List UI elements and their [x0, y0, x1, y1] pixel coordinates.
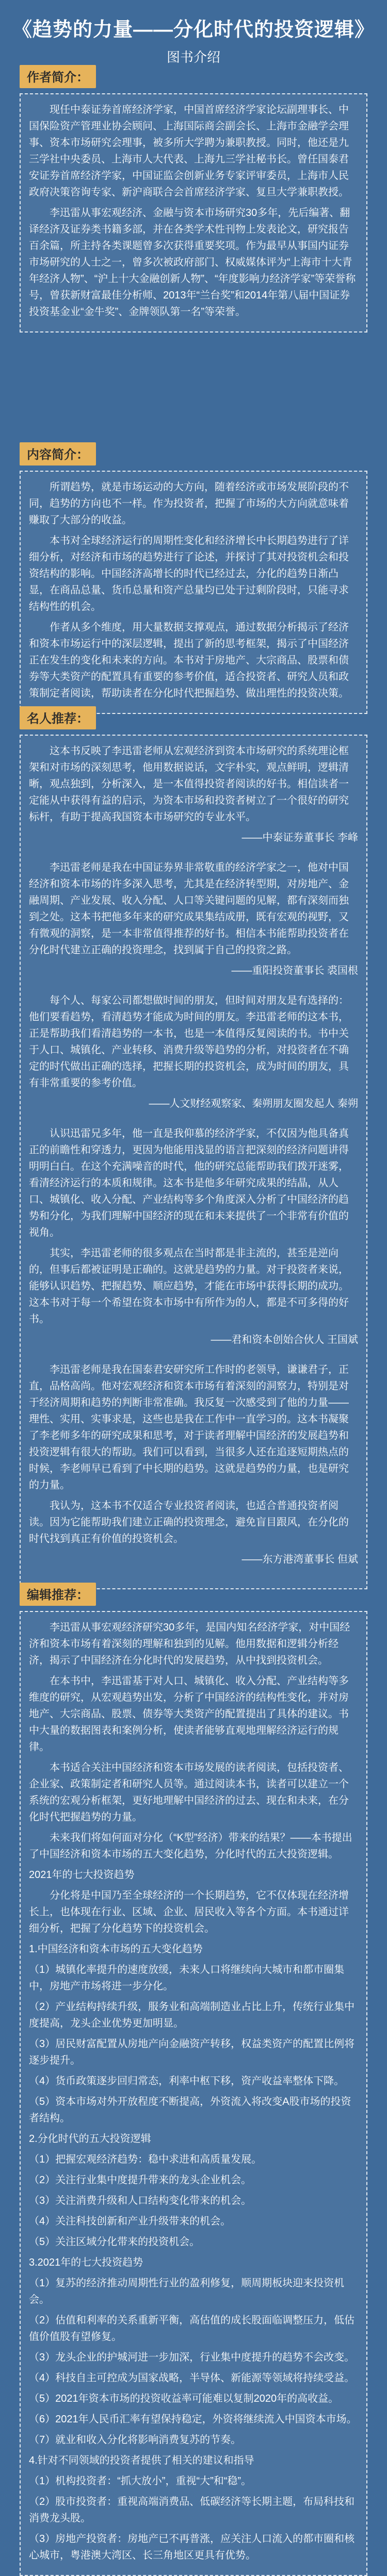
- editor-list-item: （1）城镇化率提升的速度放缓，未来人口将继续向大城市和都市圈集中，房地产市场将进一步分化。: [29, 1964, 345, 1992]
- author-paragraph: 现任中泰证券首席经济学家，中国首席经济学家论坛副理事长、中国保险资产管理业协会顾问、上海国际商会副会长、上海市金融学会理事、资本市场研究会理事，被多所大学聘为兼职教授。同时，他还是九三学社中央委员、上海市人大代表、上海九三学社秘书长。曾任国泰君安证券首席经济学家，中国证监会创新业务专家评审委员，上海市人民政府决策咨询专家、新沪商联合会首席经济学家、复旦大学兼职教授。: [29, 104, 349, 198]
- editor-paragraph: 分化将是中国乃至全球经济的一个长期趋势，它不仅体现在经济增长上，也体现在行业、区域、企业、居民收入等各个方面。本书通过详细分析，把握了分化趋势下的投资机会。: [29, 1890, 349, 1934]
- editor-heading: 4.针对不同领域的投资者提供了相关的建议和指导: [29, 2455, 254, 2466]
- editor-list-item: （6）2021年人民币汇率有望保持稳定，外资将继续流入中国资本市场。: [29, 2414, 357, 2425]
- editor-box: [20, 1611, 367, 2576]
- editor-list-item: （2）产业结构持续升级，服务业和高端制造业占比上升，传统行业集中度提高，龙头企业优势更加明显。: [29, 2001, 355, 2029]
- editor-list-item: （1）把握宏观经济趋势：稳中求进和高质量发展。: [29, 2154, 262, 2165]
- famous-label: 名人推荐：: [20, 706, 96, 729]
- editor-paragraph: 李迅雷从事宏观经济研究30多年，是国内知名经济学家，对中国经济和资本市场有着深刻的理解和独到的见解。他用数据和逻辑分析经济，揭示了中国经济在分化时代的发展趋势，从中找到投资机会。: [29, 1622, 350, 1666]
- famous-paragraph: 这本书反映了李迅雷老师从宏观经济到资本市场研究的系统理论框架和对市场的深刻思考，他用数据说话，文字朴实，观点鲜明，逻辑清晰，观点独到，分析深入，是一本值得投资者阅读的好书。相信读者一定能从中获得有益的启示，为资本市场和投资者树立了一个很好的研究标杆，有助于提高我国资本市场研究的专业水平。: [29, 745, 349, 823]
- editor-list-item: （4）科技自主可控成为国家战略，半导体、新能源等领域将持续受益。: [29, 2372, 355, 2384]
- page-subtitle: 图书介绍: [166, 49, 220, 65]
- famous-section: [20, 706, 367, 1589]
- famous-paragraph: 其实，李迅雷老师的很多观点在当时都是非主流的，甚至是逆向的，但事后都被证明是正确的。这就是趋势的力量。对于投资者来说，能够认识趋势、把握趋势、顺应趋势，才能在市场中获得长期的成功。这本书对于每一个希望在资本市场中有所作为的人，都是不可多得的好书。: [29, 1248, 349, 1325]
- author-paragraph: 李迅雷从事宏观经济、金融与资本市场研究30多年，先后编著、翻译经济及证券类书籍多部，并在各类学术性刊物上发表论文，研究报告百余篇，所主持各类课题曾多次获得重要奖项。作为最早从事国内证券市场研究的人士之一，曾多次被政府部门、权威媒体评为“上海市十大青年经济人物”、“沪上十大金融创新人物”、“年度影响力经济学家”等荣誉称号，曾获新财富最佳分析师、2013年“兰台奖”和2014年第八届中国证券投资基金业“金牛奖”、金牌领队第一名”等荣誉。: [29, 207, 356, 318]
- editor-heading: 2.分化时代的五大投资逻辑: [29, 2133, 151, 2145]
- famous-signature: ——重阳投资董事长 裘国根: [231, 965, 358, 976]
- famous-paragraph: 认识迅雷兄多年，他一直是我仰慕的经济学家，不仅因为他具备真正的前瞻性和穿透力，更因为他能用浅显的语言把深刻的经济问题讲得明明白白。在这个充满噪音的时代，他的研究总能帮助我们拨开迷雾，看清经济运行的本质和规律。这本书是他多年研究成果的结晶，从人口、城镇化、收入分配、产业结构等多个角度深入分析了中国经济的趋势和分化，为我们理解中国经济的现在和未来提供了一个非常有价值的视角。: [29, 1128, 349, 1238]
- page-header: [0, 0, 387, 66]
- famous-paragraph: 每个人、每家公司都想做时间的朋友，但时间对朋友是有选择的：他们要看趋势，看清趋势才能成为时间的朋友。李迅雷老师的这本书，正是帮助我们看清趋势的一本书，也是一本值得反复阅读的书。书中关于人口、城镇化、产业转移、消费升级等趋势的分析，对投资者在不确定的时代做出正确的选择，把握长期的投资机会，成为时间的朋友，具有非常重要的参考价值。: [29, 995, 349, 1089]
- editor-list-item: （2）估值和利率的关系重新平衡，高估值的成长股面临调整压力，低估值价值股有望修复。: [29, 2315, 355, 2342]
- content-paragraph: 作者从多个维度，用大量数据支撑观点，通过数据分析揭示了经济和资本市场运行中的深层逻辑，提出了新的思考框架，揭示了中国经济正在发生的变化和未来的方向。本书对于房地产、大宗商品、股票和债券等大类资产的配置具有重要的参考价值，适合投资者、研究人员和政策制定者阅读，帮助读者在分化时代把握趋势、做出理性的投资决策。: [29, 622, 349, 699]
- author-label: 作者简介：: [20, 65, 96, 88]
- famous-signature: ——中泰证券董事长 李峰: [241, 832, 358, 843]
- book-title: 《趋势的力量——分化时代的投资逻辑》: [12, 19, 375, 41]
- editor-section: [20, 1583, 367, 2576]
- editor-list-item: （5）2021年资本市场的投资收益率可能难以复制2020年的高收益。: [29, 2393, 339, 2404]
- editor-list-item: （5）关注区域分化带来的投资机会。: [29, 2236, 200, 2248]
- editor-list-item: （3）龙头企业的护城河进一步加深，行业集中度提升的趋势不会改变。: [29, 2352, 355, 2363]
- famous-signature: ——人文财经观察家、秦朔朋友圈发起人 秦朔: [149, 1098, 358, 1109]
- editor-list-item: （7）就业和收入分化将影响消费复苏的节奏。: [29, 2434, 241, 2446]
- editor-list-item: （4）货币政策逐步回归常态，利率中枢下移，资产收益率整体下降。: [29, 2075, 345, 2087]
- editor-list-item: （2）关注行业集中度提升带来的龙头企业机会。: [29, 2174, 252, 2186]
- editor-paragraph: 在本书中，李迅雷基于对人口、城镇化、收入分配、产业结构等多维度的研究，从宏观趋势出发，分析了中国经济的结构性变化，并对房地产、大宗商品、股票、债券等大类资产的配置提出了具体的建议。书中大量的数据图表和案例分析，使读者能够直观地理解经济运行的规律。: [29, 1675, 349, 1753]
- editor-list-item: （3）关注消费升级和人口结构变化带来的机会。: [29, 2195, 252, 2206]
- editor-list-item: （1）机构投资者：“抓大放小”，重视“大”和“稳”。: [29, 2475, 252, 2487]
- famous-paragraph: 李迅雷老师是我在国泰君安研究所工作时的老领导，谦谦君子，正直，品格高尚。他对宏观经济和资本市场有着深刻的洞察力，特别是对于经济周期和趋势的判断非常准确。我反复一次感受到了他的力量——理性、实用、实事求是，这些也是我在工作中一直学习的。这本书凝聚了李老师多年的研究成果和思考，对于读者理解中国经济的发展趋势和投资逻辑有很大的帮助。我们可以看到，当很多人还在追逐短期热点的时候，李老师早已看到了中长期的趋势。这就是趋势的力量，也是研究的力量。: [29, 1364, 349, 1491]
- editor-label: 编辑推荐：: [20, 1583, 96, 1606]
- famous-paragraph: 我认为，这本书不仅适合专业投资者阅读，也适合普通投资者阅读。因为它能帮助我们建立正确的投资理念，避免盲目跟风，在分化的时代找到真正有价值的投资机会。: [29, 1500, 349, 1544]
- famous-signature: ——君和资本创始合伙人 王国斌: [211, 1334, 358, 1345]
- editor-list-item: （4）关注科技创新和产业升级带来的机会。: [29, 2216, 231, 2227]
- content-section: [20, 442, 367, 714]
- content-paragraph: 所谓趋势，就是市场运动的大方向，随着经济或市场发展阶段的不同，趋势的方向也不一样。作为投资者，把握了市场的大方向就意味着赚取了大部分的收益。: [29, 481, 349, 526]
- editor-list-item: （1）复苏的经济推动周期性行业的盈利修复，顺周期板块迎来投资机会。: [29, 2278, 345, 2305]
- editor-heading: 2021年的七大投资趋势: [29, 1869, 135, 1881]
- editor-list-item: （5）资本市场对外开放程度不断提高，外资流入将改变A股市场的投资者结构。: [29, 2096, 351, 2124]
- editor-heading: 1.中国经济和资本市场的五大变化趋势: [29, 1943, 203, 1955]
- content-label: 内容简介：: [20, 442, 96, 466]
- editor-list-item: （3）房地产投资者：房地产已不再普涨，应关注人口流入的都市圈和核心城市，粤港澳大湾区、长三角地区更具有优势。: [29, 2533, 355, 2561]
- famous-paragraph: 李迅雷老师是我在中国证券界非常敬重的经济学家之一，他对中国经济和资本市场的许多深入思考，尤其是在经济转型期，对房地产、金融周期、产业发展、收入分配、人口等关键问题的见解，都有深刻而独到之处。这本书把他多年来的研究成果集结成册，既有宏观的视野，又有微观的洞察，是一本非常值得推荐的好书。相信本书能帮助投资者在分化时代建立正确的投资理念，找到属于自己的投资之路。: [29, 862, 349, 956]
- content-box: [20, 471, 367, 714]
- famous-box: [20, 735, 367, 1589]
- famous-signature: ——东方港湾董事长 但斌: [241, 1554, 358, 1565]
- author-section: [20, 65, 367, 333]
- editor-list-item: （3）居民财富配置从房地产向金融资产转移，权益类资产的配置比例将逐步提升。: [29, 2038, 355, 2066]
- editor-heading: 3.2021年的七大投资趋势: [29, 2257, 143, 2268]
- author-box: [20, 93, 367, 333]
- editor-paragraph: 本书适合关注中国经济和资本市场发展的读者阅读，包括投资者、企业家、政策制定者和研究人员等。通过阅读本书，读者可以建立一个系统的宏观分析框架，更好地理解中国经济的过去、现在和未来，在分化时代把握趋势的力量。: [29, 1762, 349, 1823]
- editor-paragraph: 未来我们将如何面对分化（“K型”经济）带来的结果？——本书提出了中国经济和资本市场的五大变化趋势，分化时代的五大投资逻辑。: [29, 1832, 352, 1860]
- content-paragraph: 本书对全球经济运行的周期性变化和经济增长中长期趋势进行了详细分析，对经济和市场的趋势进行了论述，并探讨了其对投资机会和投资结构的影响。中国经济高增长的时代已经过去，分化的趋势日渐凸显，在商品总量、货币总量和资产总量均已处于过剩阶段时，只能寻求结构性的机会。: [29, 535, 349, 612]
- editor-list-item: （2）股市投资者：重视高端消费品、低碳经济等长期主题，布局科技和消费龙头股。: [29, 2496, 355, 2524]
